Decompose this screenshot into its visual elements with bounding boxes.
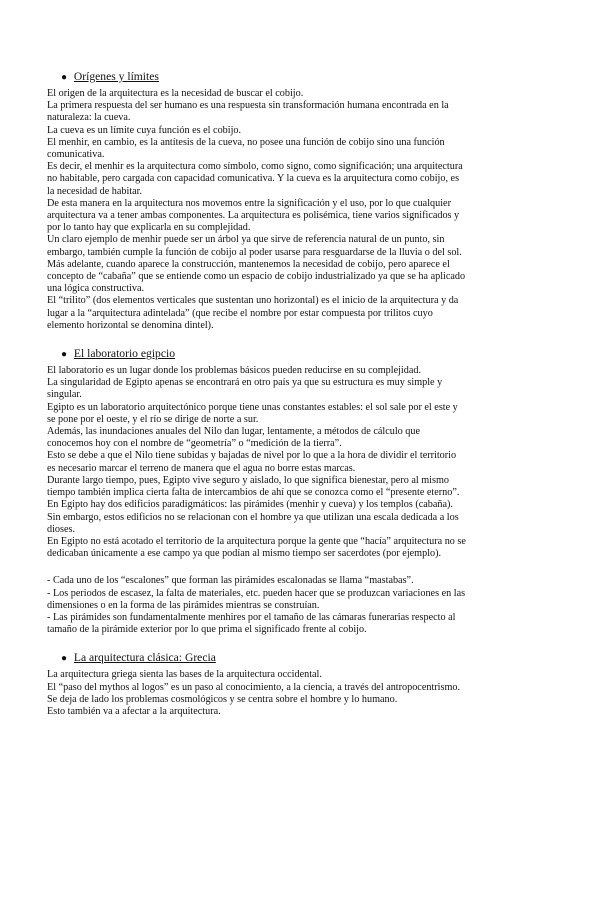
paragraph: El “trilito” (dos elementos verticales que sustentan uno horizontal) es el inicio de la arquitectura y da lugar a la “arquitectura adintelada” (que recibe el nombre por estar compuesta por trilitos cuyo elemento horizontal se denomina dintel).	[47, 295, 459, 331]
paragraph: Durante largo tiempo, pues, Egipto vive seguro y aislado, lo que significa bienestar, pero al mismo tiempo también implica cierta falta de intercambios de ahí que se conozca como el “presente eterno”.	[47, 474, 460, 499]
paragraph: Esto se debe a que el Nilo tiene subidas y bajadas de nivel por lo que a la hora de dividir el territorio es necesario marcar el terreno de manera que el agua no borre estas marcas.	[47, 450, 457, 474]
paragraph: Además, las inundaciones anuales del Nilo dan lugar, lentamente, a métodos de cálculo que conocemos hoy con el nombre de “geometría” o “medición de la tierra”.	[47, 426, 421, 450]
paragraph: El menhir, en cambio, es la antítesis de la cueva, no posee una función de cobijo sino una función comunicativa.	[47, 136, 445, 161]
paragraph: Más adelante, cuando aparece la construcción, mantenemos la necesidad de cobijo, pero aparece el concepto de “cabaña” que se entiende como un espacio de cobijo industrializado ya que se ha aplicado una lógica constructiva.	[47, 258, 466, 295]
bullet-icon: ●	[61, 349, 68, 361]
note-item: - Los periodos de escasez, la falta de materiales, etc. pueden hacer que se produzcan variaciones en las dimensiones o en la forma de las pirámides mientras se construían.	[47, 587, 466, 611]
paragraph: La cueva es un límite cuya función es el cobijo.	[47, 124, 242, 136]
paragraph: El laboratorio es un lugar donde los problemas básicos pueden reducirse en su complejidad.	[47, 365, 422, 377]
paragraph: La primera respuesta del ser humano es una respuesta sin transformación humana encontrada en la naturaleza: la cueva.	[47, 100, 449, 124]
notes-list	[47, 575, 599, 636]
section-title: Orígenes y límites	[73, 70, 159, 83]
section-heading	[47, 70, 599, 85]
bullet-icon: ●	[61, 653, 68, 665]
paragraph: De esta manera en la arquitectura nos movemos entre la significación y el uso, por lo que cualquier arquitectura va a tener ambas componentes. La arquitectura es polisémica, tiene varios significados y por lo tanto hay que explicarla en su complejidad.	[47, 197, 460, 234]
section-title: La arquitectura clásica: Grecia	[73, 651, 216, 665]
paragraph: Es decir, el menhir es la arquitectura como símbolo, como signo, como significación; una arquitectura no habitable, pero cargada con capacidad comunicativa. Y la cueva es la arquitectura como cobijo, es la necesidad de habitar.	[47, 161, 463, 197]
document-page	[0, 70, 599, 918]
note-item: - Las pirámides son fundamentalmente menhires por el tamaño de las cámaras funerarias respecto al tamaño de la pirámide exterior por lo que prima el significado frente al cobijo.	[47, 611, 456, 636]
paragraph: En Egipto hay dos edificios paradigmáticos: las pirámides (menhir y cueva) y los templos (cabaña). Sin embargo, estos edificios no se relacionan con el hombre ya que utilizan una escala dedicada a los dioses.	[47, 499, 459, 535]
paragraph: La arquitectura griega sienta las bases de la arquitectura occidental.	[47, 669, 322, 681]
note-item: - Cada uno de los “escalones” que forman las pirámides escalonadas se llama “mastabas”.	[47, 575, 414, 587]
paragraph: Esto también va a afectar a la arquitectura.	[47, 705, 221, 717]
section-heading	[47, 347, 599, 362]
paragraph: Egipto es un laboratorio arquitectónico porque tiene unas constantes estables: el sol sale por el este y se pone por el oeste, y el río se dirige de norte a sur.	[47, 401, 458, 425]
paragraph: En Egipto no está acotado el territorio de la arquitectura porque la gente que “hacía” arquitectura no se dedicaban únicamente a ese campo ya que podían al mismo tiempo ser sacerdotes (por ejemplo).	[47, 535, 466, 560]
paragraph: Un claro ejemplo de menhir puede ser un árbol ya que sirve de referencia natural de un punto, sin embargo, también cumple la función de cobijo al poder usarse para resguardarse de la lluvia o del sol.	[47, 234, 462, 258]
paragraph: El “paso del mythos al logos” es un paso al conocimiento, a la ciencia, a través del antropocentrismo. Se deja de lado los problemas cosmológicos y se centra sobre el hombre y lo humano.	[47, 681, 461, 705]
paragraph: El origen de la arquitectura es la necesidad de buscar el cobijo.	[47, 88, 304, 99]
section-title: El laboratorio egipcio	[73, 347, 175, 361]
paragraph: La singularidad de Egipto apenas se encontrará en otro país ya que su estructura es muy simple y singular.	[47, 377, 443, 401]
section-heading	[47, 651, 599, 666]
bullet-icon: ●	[61, 72, 68, 83]
